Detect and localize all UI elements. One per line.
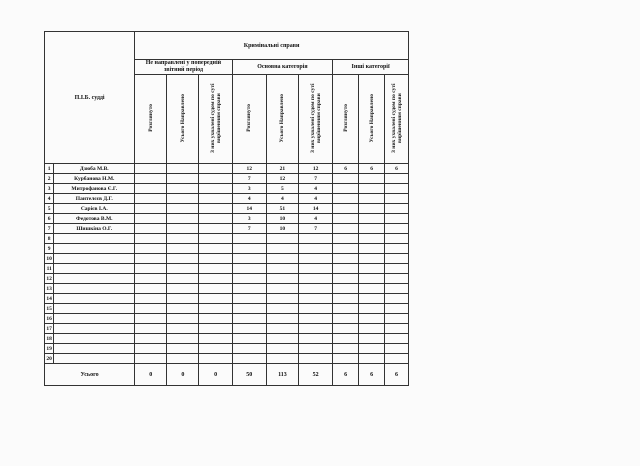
table-cell: [266, 244, 298, 254]
table-cell: [135, 314, 167, 324]
table-cell: 4: [299, 184, 333, 194]
table-cell: [359, 204, 385, 214]
table-cell: 3: [232, 184, 266, 194]
table-cell: [299, 264, 333, 274]
row-number: 17: [46, 325, 52, 332]
total-cell: 6: [333, 364, 359, 386]
table-cell: [199, 174, 232, 184]
table-cell: [199, 194, 232, 204]
table-cell: [232, 284, 266, 294]
table-cell: [199, 294, 232, 304]
table-cell: [199, 264, 232, 274]
table-cell: [333, 334, 359, 344]
total-row: [45, 364, 409, 386]
table-cell: [135, 174, 167, 184]
table-cell: 5: [266, 184, 298, 194]
table-cell: [135, 164, 167, 174]
judge-name: Шишкіна О.Г.: [54, 224, 135, 234]
table-cell: [385, 294, 409, 304]
row-number: 12: [46, 275, 52, 282]
table-cell: [359, 294, 385, 304]
table-cell: [299, 254, 333, 264]
table-cell: [333, 294, 359, 304]
row-number: 3: [45, 184, 54, 194]
table-cell: [359, 224, 385, 234]
table-cell: [232, 304, 266, 314]
table-cell: [299, 354, 333, 364]
judge-name: Митрофанова Є.Г.: [54, 184, 135, 194]
table-cell: [135, 284, 167, 294]
table-cell: [266, 234, 298, 244]
table-cell: [359, 274, 385, 284]
table-cell: 7: [232, 224, 266, 234]
subheader-reviewed: Розглянуто: [342, 104, 349, 132]
table-row: [45, 164, 409, 174]
table-cell: [385, 174, 409, 184]
row-number: 11: [45, 264, 54, 274]
table-cell: [266, 254, 298, 264]
table-row: [45, 264, 409, 274]
table-cell: [199, 224, 232, 234]
table-cell: 21: [266, 164, 298, 174]
table-row: [45, 174, 409, 184]
table-cell: [385, 324, 409, 334]
table-cell: [232, 324, 266, 334]
subheader-reviewed: Розглянуто: [246, 104, 253, 132]
judge-name: [54, 314, 135, 324]
table-cell: [266, 284, 298, 294]
table-cell: [385, 224, 409, 234]
table-cell: [167, 264, 199, 274]
table-cell: [385, 204, 409, 214]
table-cell: [199, 204, 232, 214]
row-number: 6: [45, 214, 54, 224]
table-cell: [199, 344, 232, 354]
table-cell: [333, 234, 359, 244]
table-cell: [385, 314, 409, 324]
table-cell: [359, 244, 385, 254]
table-cell: [199, 274, 232, 284]
judge-name: [54, 354, 135, 364]
table-cell: [167, 174, 199, 184]
table-cell: [199, 334, 232, 344]
table-cell: [167, 164, 199, 174]
table-cell: [359, 324, 385, 334]
table-cell: [135, 184, 167, 194]
table-cell: [135, 234, 167, 244]
subheader-total-sent: Усього Направлено: [279, 93, 286, 143]
judge-name: [54, 284, 135, 294]
table-cell: [135, 354, 167, 364]
table-cell: [167, 304, 199, 314]
table-row: [45, 214, 409, 224]
table-cell: [299, 244, 333, 254]
row-number: 1: [45, 164, 54, 174]
subheader-reviewed: Розглянуто: [147, 104, 154, 132]
row-number: 8: [45, 234, 54, 244]
table-cell: [135, 204, 167, 214]
total-cell: 52: [299, 364, 333, 386]
total-label: Усього: [45, 364, 135, 386]
table-cell: [333, 174, 359, 184]
table-cell: 12: [299, 164, 333, 174]
judge-name-header: П.І.Б. судді: [45, 32, 135, 164]
table-cell: [199, 244, 232, 254]
table-cell: [135, 194, 167, 204]
table-row: [45, 224, 409, 234]
table-cell: [266, 324, 298, 334]
table-cell: [333, 284, 359, 294]
table-cell: [167, 334, 199, 344]
table-row: [45, 184, 409, 194]
table-cell: [232, 274, 266, 284]
table-cell: [232, 294, 266, 304]
group-main-category-header: Основна категорія: [232, 60, 333, 75]
table-cell: [385, 244, 409, 254]
table-cell: [299, 344, 333, 354]
table-cell: 14: [299, 204, 333, 214]
judge-name: [54, 344, 135, 354]
judge-name: [54, 334, 135, 344]
table-cell: [266, 334, 298, 344]
table-cell: [232, 354, 266, 364]
table-cell: [167, 284, 199, 294]
table-cell: [299, 304, 333, 314]
table-cell: [167, 194, 199, 204]
table-cell: [135, 264, 167, 274]
table-cell: [167, 204, 199, 214]
table-cell: [359, 214, 385, 224]
table-cell: [232, 234, 266, 244]
table-cell: 10: [266, 214, 298, 224]
table-cell: [135, 334, 167, 344]
total-cell: 0: [135, 364, 167, 386]
table-cell: 6: [359, 164, 385, 174]
judges-statistics-table: [44, 31, 409, 386]
table-cell: [167, 254, 199, 264]
table-cell: [232, 334, 266, 344]
subheader-total-sent: Усього Направлено: [368, 93, 375, 143]
table-cell: [333, 264, 359, 274]
table-cell: [167, 294, 199, 304]
table-row: [45, 314, 409, 324]
table-cell: [333, 254, 359, 264]
table-cell: [199, 354, 232, 364]
table-row: [45, 274, 409, 284]
table-cell: [135, 244, 167, 254]
row-number: 5: [45, 204, 54, 214]
table-cell: [385, 264, 409, 274]
table-cell: [266, 344, 298, 354]
table-cell: [299, 234, 333, 244]
total-cell: 6: [359, 364, 385, 386]
row-number: 10: [46, 255, 52, 262]
row-number: 9: [45, 244, 54, 254]
table-cell: [299, 294, 333, 304]
judge-name: Сарієв І.А.: [54, 204, 135, 214]
table-row: [45, 304, 409, 314]
table-row: [45, 324, 409, 334]
table-cell: [385, 344, 409, 354]
table-cell: [199, 254, 232, 264]
table-cell: [232, 314, 266, 324]
table-cell: 7: [232, 174, 266, 184]
table-cell: [135, 254, 167, 264]
judge-name: [54, 274, 135, 284]
table-cell: [232, 344, 266, 354]
table-cell: [199, 314, 232, 324]
table-cell: [359, 344, 385, 354]
table-cell: [135, 224, 167, 234]
row-number: 15: [46, 305, 52, 312]
table-cell: 3: [232, 214, 266, 224]
table-cell: [167, 234, 199, 244]
table-cell: [359, 354, 385, 364]
total-cell: 0: [167, 364, 199, 386]
table-cell: [385, 334, 409, 344]
criminal-cases-header: Кримінальні справи: [135, 32, 409, 60]
table-row: [45, 354, 409, 364]
table-cell: 12: [266, 174, 298, 184]
table-cell: [385, 214, 409, 224]
table-cell: [299, 274, 333, 284]
table-cell: [385, 304, 409, 314]
judge-name: [54, 264, 135, 274]
table-cell: [333, 304, 359, 314]
judge-name: Федотова В.М.: [54, 214, 135, 224]
table-cell: [135, 304, 167, 314]
table-cell: [385, 194, 409, 204]
table-cell: [266, 274, 298, 284]
table-cell: [359, 334, 385, 344]
table-cell: [359, 184, 385, 194]
table-cell: [199, 304, 232, 314]
row-number: 4: [45, 194, 54, 204]
total-cell: 0: [199, 364, 232, 386]
judge-name: [54, 294, 135, 304]
table-cell: [232, 254, 266, 264]
table-row: [45, 344, 409, 354]
table-cell: 6: [333, 164, 359, 174]
table-cell: [167, 344, 199, 354]
table-cell: 4: [299, 194, 333, 204]
table-cell: [359, 254, 385, 264]
table-row: [45, 284, 409, 294]
table-cell: [167, 354, 199, 364]
table-cell: [333, 274, 359, 284]
table-cell: [135, 274, 167, 284]
table-cell: [266, 354, 298, 364]
table-cell: [385, 284, 409, 294]
row-number: 14: [46, 295, 52, 302]
table-cell: [385, 354, 409, 364]
table-cell: [167, 274, 199, 284]
judge-name: [54, 234, 135, 244]
table-cell: 6: [385, 164, 409, 174]
table-cell: [135, 344, 167, 354]
judge-name: Пантелєєв Д.Г.: [54, 194, 135, 204]
table-cell: [333, 354, 359, 364]
total-cell: 6: [385, 364, 409, 386]
group-not-sent-header: Не направлені у попередній звітний період: [135, 60, 232, 75]
table-row: [45, 294, 409, 304]
row-number: 18: [46, 335, 52, 342]
table-cell: [333, 324, 359, 334]
table-cell: [135, 324, 167, 334]
table-cell: [333, 194, 359, 204]
table-cell: [385, 254, 409, 264]
table-cell: [232, 244, 266, 254]
table-cell: 4: [266, 194, 298, 204]
table-cell: [199, 324, 232, 334]
table-cell: [333, 214, 359, 224]
table-cell: [266, 304, 298, 314]
table-cell: [135, 294, 167, 304]
judge-name: [54, 254, 135, 264]
table-cell: 4: [299, 214, 333, 224]
table-cell: 4: [232, 194, 266, 204]
table-cell: 12: [232, 164, 266, 174]
table-cell: 14: [232, 204, 266, 214]
subheader-of-them: З них ухвалені судом по суті вирішенням справи: [309, 83, 322, 153]
table-cell: 7: [299, 224, 333, 234]
table-cell: [359, 314, 385, 324]
table-cell: [385, 274, 409, 284]
table-cell: [167, 184, 199, 194]
table-cell: [359, 264, 385, 274]
table-row: [45, 244, 409, 254]
table-cell: [232, 264, 266, 274]
judge-name: Курбанова Н.М.: [54, 174, 135, 184]
subheader-total-sent: Усього Направлено: [179, 93, 186, 143]
table-cell: [359, 174, 385, 184]
table-row: [45, 254, 409, 264]
table-row: [45, 204, 409, 214]
table-cell: [135, 214, 167, 224]
table-cell: [167, 324, 199, 334]
table-cell: 51: [266, 204, 298, 214]
table-cell: [167, 244, 199, 254]
table-cell: 7: [299, 174, 333, 184]
table-cell: [266, 264, 298, 274]
table-cell: [266, 294, 298, 304]
judge-name: [54, 304, 135, 314]
table-cell: [299, 284, 333, 294]
table-cell: [359, 284, 385, 294]
subheader-of-them: З них ухвалені судом по суті вирішенням справи: [390, 83, 403, 153]
table-cell: [333, 204, 359, 214]
total-cell: 113: [266, 364, 298, 386]
table-cell: [385, 234, 409, 244]
table-cell: [167, 214, 199, 224]
row-number: 13: [46, 285, 52, 292]
table-cell: [333, 344, 359, 354]
table-cell: [385, 184, 409, 194]
row-number: 16: [46, 315, 52, 322]
table-cell: [299, 314, 333, 324]
table-cell: [333, 184, 359, 194]
table-cell: [199, 214, 232, 224]
judge-name: [54, 244, 135, 254]
table-cell: [167, 224, 199, 234]
table-cell: [299, 334, 333, 344]
row-number: 19: [46, 345, 52, 352]
table-cell: [199, 284, 232, 294]
table-cell: [359, 304, 385, 314]
group-other-categories-header: Інші категорії: [333, 60, 409, 75]
total-cell: 50: [232, 364, 266, 386]
table-row: [45, 194, 409, 204]
judge-name: Дзюба М.В.: [54, 164, 135, 174]
table-cell: [299, 324, 333, 334]
table-cell: [199, 234, 232, 244]
table-cell: [333, 314, 359, 324]
table-cell: [359, 194, 385, 204]
table-row: [45, 234, 409, 244]
table-cell: [199, 184, 232, 194]
table-row: [45, 334, 409, 344]
table-cell: [199, 164, 232, 174]
table-cell: [167, 314, 199, 324]
table-cell: [266, 314, 298, 324]
table-cell: [359, 234, 385, 244]
row-number: 2: [45, 174, 54, 184]
subheader-of-them: З них ухвалені судом по суті вирішенням справи: [209, 83, 222, 153]
table-cell: 10: [266, 224, 298, 234]
judge-name: [54, 324, 135, 334]
table-cell: [333, 224, 359, 234]
row-number: 20: [46, 355, 52, 362]
table-cell: [333, 244, 359, 254]
row-number: 7: [45, 224, 54, 234]
